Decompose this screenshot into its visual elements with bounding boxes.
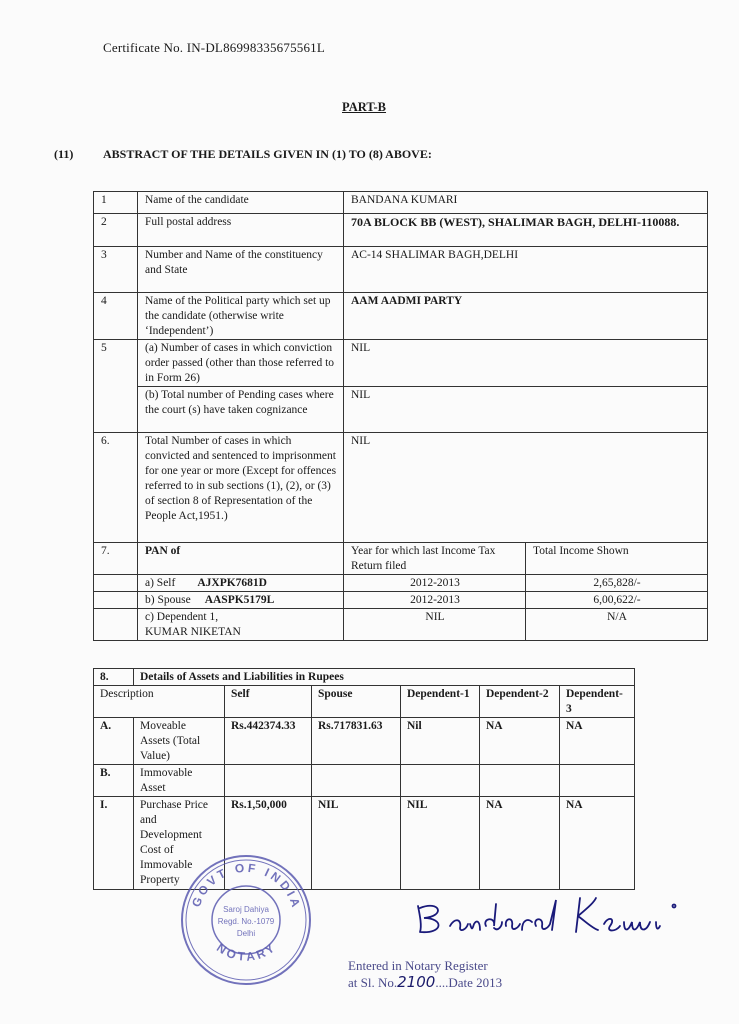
section-number: (11) bbox=[54, 147, 74, 161]
postal-address: 70A BLOCK BB (WEST), SHALIMAR BAGH, DELHI-110088. bbox=[344, 214, 708, 247]
svg-text:Regd. No.-1079: Regd. No.-1079 bbox=[217, 917, 275, 926]
section-title: ABSTRACT OF THE DETAILS GIVEN IN (1) TO (8) ABOVE: bbox=[103, 147, 432, 161]
row-number: 2 bbox=[94, 214, 138, 247]
header-dependent-1: Dependent-1 bbox=[401, 686, 480, 718]
value-dependent-2: NA bbox=[480, 797, 560, 890]
row-label: Full postal address bbox=[138, 214, 344, 247]
political-party: AAM AADMI PARTY bbox=[344, 293, 708, 340]
pan-number: AJXPK7681D bbox=[197, 577, 267, 589]
value-dependent-3: NA bbox=[560, 718, 635, 765]
total-income: 2,65,828/- bbox=[526, 575, 708, 592]
table-row bbox=[94, 543, 708, 575]
pan-spouse bbox=[138, 592, 344, 609]
table-row bbox=[94, 669, 635, 686]
table-row bbox=[94, 765, 635, 797]
return-year: 2012-2013 bbox=[344, 575, 526, 592]
table-row bbox=[94, 797, 635, 890]
row-number: 7. bbox=[94, 543, 138, 575]
row-code: A. bbox=[94, 718, 134, 765]
candidate-name: BANDANA KUMARI bbox=[344, 192, 708, 214]
header-self: Self bbox=[225, 686, 312, 718]
row-label: Number and Name of the constituency and State bbox=[138, 247, 344, 293]
pan-number: AASPK5179L bbox=[204, 594, 275, 606]
table-row bbox=[94, 609, 708, 641]
table-row bbox=[94, 293, 708, 340]
svg-text:GOVT OF INDIA: GOVT OF INDIA bbox=[188, 860, 304, 912]
row-label: PAN of bbox=[138, 543, 344, 575]
notary-serial-line: at Sl. No.2100....Date 2013 bbox=[348, 973, 503, 991]
pan-label: c) Dependent 1, bbox=[145, 611, 219, 623]
table-row bbox=[94, 592, 708, 609]
row-label: (b) Total number of Pending cases where the court (s) have taken cognizance bbox=[138, 387, 344, 433]
row-number: 6. bbox=[94, 433, 138, 543]
part-title: PART-B bbox=[342, 100, 387, 114]
header-spouse: Spouse bbox=[312, 686, 401, 718]
header-description: Description bbox=[94, 686, 225, 718]
value-dependent-1: NIL bbox=[401, 797, 480, 890]
svg-text:Delhi: Delhi bbox=[236, 929, 256, 938]
value-spouse: NIL bbox=[312, 797, 401, 890]
row-number: 5 bbox=[94, 340, 138, 433]
assets-table bbox=[93, 668, 635, 890]
row-label: Name of the Political party which set up the candidate (otherwise write ‘Independent’) bbox=[138, 293, 344, 340]
return-year: NIL bbox=[344, 609, 526, 641]
year-header: Year for which last Income Tax Return filed bbox=[344, 543, 526, 575]
constituency: AC-14 SHALIMAR BAGH,DELHI bbox=[344, 247, 708, 293]
value-dependent-1: Nil bbox=[401, 718, 480, 765]
serial-number: 2100 bbox=[397, 973, 436, 991]
table-row bbox=[94, 192, 708, 214]
row-number: 3 bbox=[94, 247, 138, 293]
pan-dependent bbox=[138, 609, 344, 641]
row-label: (a) Number of cases in which conviction order passed (other than those referred to in Form 26) bbox=[138, 340, 344, 387]
value-self: Rs.442374.33 bbox=[225, 718, 312, 765]
svg-text:NOTARY: NOTARY bbox=[214, 939, 280, 964]
pan-self bbox=[138, 575, 344, 592]
svg-text:Saroj Dahiya: Saroj Dahiya bbox=[223, 905, 269, 914]
row-number: 4 bbox=[94, 293, 138, 340]
section-number: 8. bbox=[94, 669, 134, 686]
certificate-number: Certificate No. IN-DL86998335675561L bbox=[103, 40, 326, 55]
table-row bbox=[94, 433, 708, 543]
table-row bbox=[94, 387, 708, 433]
handwritten-signature bbox=[410, 886, 690, 942]
dependent-name: KUMAR NIKETAN bbox=[145, 626, 241, 638]
value-spouse: Rs.717831.63 bbox=[312, 718, 401, 765]
row-number: 1 bbox=[94, 192, 138, 214]
pending-cases: NIL bbox=[344, 387, 708, 433]
pan-label: b) Spouse bbox=[145, 594, 191, 606]
pan-label: a) Self bbox=[145, 577, 176, 589]
conviction-cases: NIL bbox=[344, 340, 708, 387]
notary-register-entry bbox=[348, 957, 502, 991]
row-label: Name of the candidate bbox=[138, 192, 344, 214]
header-dependent-3: Dependent-3 bbox=[560, 686, 635, 718]
sentenced-cases: NIL bbox=[344, 433, 708, 543]
dots: .... bbox=[435, 975, 449, 990]
header-dependent-2: Dependent-2 bbox=[480, 686, 560, 718]
notary-register-line: Entered in Notary Register bbox=[348, 958, 488, 973]
value-dependent-3: NA bbox=[560, 797, 635, 890]
row-label: Purchase Price and Development Cost of Immovable Property bbox=[134, 797, 225, 890]
return-year: 2012-2013 bbox=[344, 592, 526, 609]
candidate-details-table bbox=[93, 191, 708, 641]
row-label: Total Number of cases in which convicted and sentenced to imprisonment for one year or more (Except for offences referred to in sub sections (1), (2), or (3) of section 8 of Representation of the People Act,1951.) bbox=[138, 433, 344, 543]
row-code: I. bbox=[94, 797, 134, 890]
income-header: Total Income Shown bbox=[526, 543, 708, 575]
table-row bbox=[94, 686, 635, 718]
table-row bbox=[94, 575, 708, 592]
row-label: Moveable Assets (Total Value) bbox=[134, 718, 225, 765]
table-row bbox=[94, 718, 635, 765]
table-row bbox=[94, 214, 708, 247]
value-dependent-2: NA bbox=[480, 718, 560, 765]
value-self: Rs.1,50,000 bbox=[225, 797, 312, 890]
assets-title: Details of Assets and Liabilities in Rupees bbox=[134, 669, 635, 686]
row-label: Immovable Asset bbox=[134, 765, 225, 797]
notary-seal-stamp bbox=[176, 850, 316, 990]
table-row bbox=[94, 247, 708, 293]
row-code: B. bbox=[94, 765, 134, 797]
total-income: N/A bbox=[526, 609, 708, 641]
total-income: 6,00,622/- bbox=[526, 592, 708, 609]
table-row bbox=[94, 340, 708, 387]
